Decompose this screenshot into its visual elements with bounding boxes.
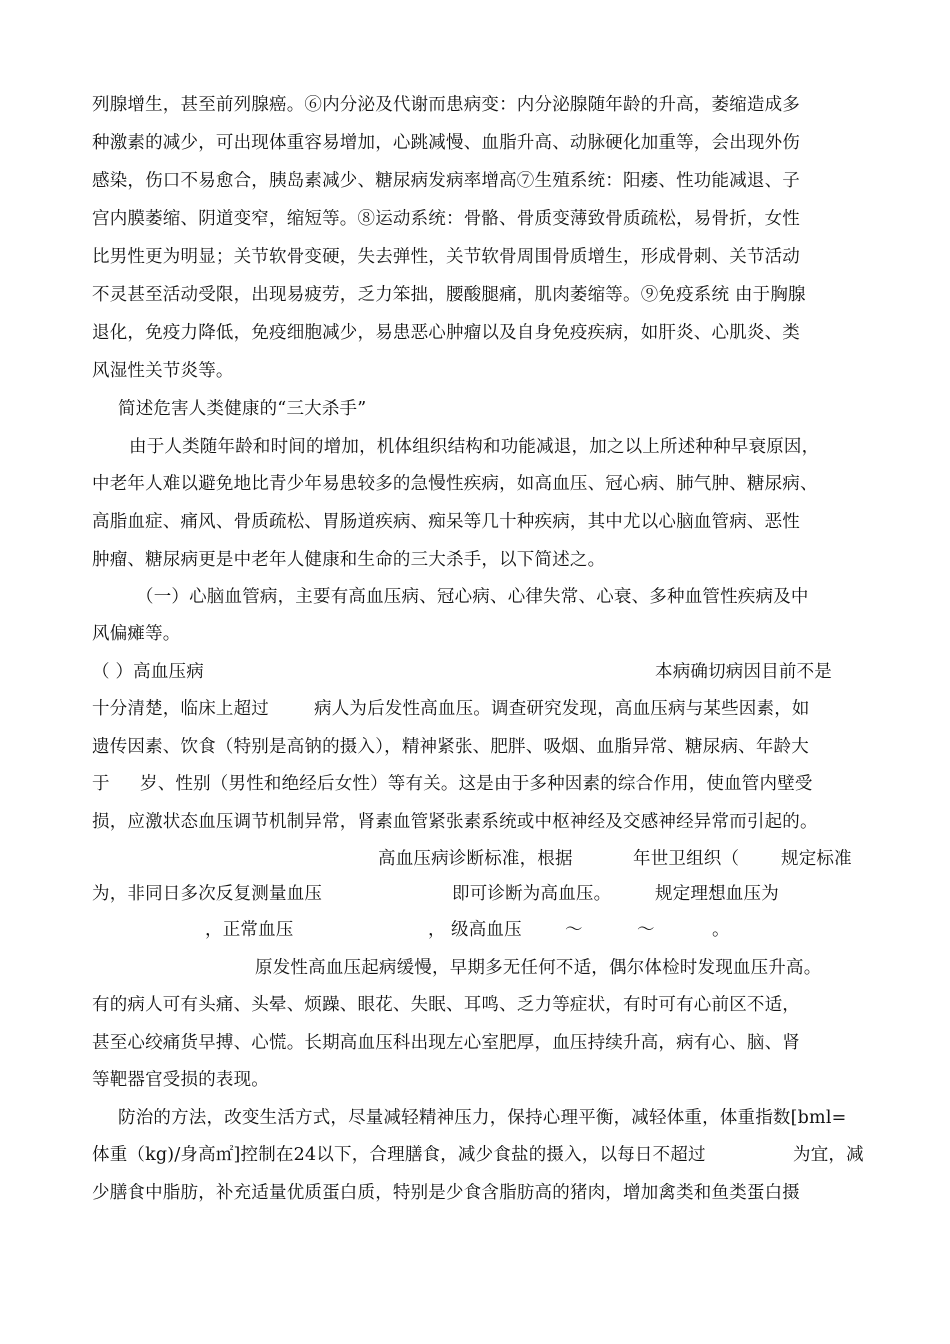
paragraph-fragment: ， [428,920,446,940]
paragraph-line: 高脂血症、痛风、骨质疏松、胃肠道疾病、痴呆等几十种疾病，其中尤以心脑血管病、恶性 [92,512,800,532]
paragraph-fragment: 病人为后发性高血压。调查研究发现，高血压病与某些因素，如 [314,699,810,719]
paragraph-fragment: 高血压病诊断标准，根据 [378,849,573,869]
paragraph-fragment: 本病确切病因目前不是 [655,662,832,682]
paragraph-line: 列腺增生，甚至前列腺癌。⑥内分泌及代谢而患病变：内分泌腺随年龄的升高，萎缩造成多 [92,95,800,115]
subsection-heading: （一）心脑血管病，主要有高血压病、冠心病、心律失常、心衰、多种血管性疾病及中 [136,587,809,607]
paragraph-line: 少膳食中脂肪，补充适量优质蛋白质，特别是少食含脂肪高的猪肉，增加禽类和鱼类蛋白摄 [92,1183,800,1203]
paragraph-line: 风湿性关节炎等。 [92,361,234,381]
tilde-mark: ～ [637,920,655,940]
paragraph-fragment: 十分清楚，临床上超过 [92,699,269,719]
paragraph-line: 退化，免疫力降低，免疫细胞减少，易患恶心肿瘤以及自身免疫疾病，如肝炎、心肌炎、类 [92,323,800,343]
paragraph-line: 中老年人难以避免地比青少年易患较多的急慢性疾病，如高血压、冠心病、肺气肿、糖尿病、 [92,474,818,494]
paragraph-fragment: 规定理想血压为 [655,884,779,904]
paragraph-line: 防治的方法，改变生活方式，尽量减轻精神压力，保持心理平衡，减轻体重，体重指数[bml= [118,1108,847,1128]
paragraph-line: 损，应激状态血压调节机制异常，肾素血管紧张素系统或中枢神经及交感神经异常而引起的。 [92,812,818,832]
paragraph-fragment: 体重（kg)/身高㎡]控制在24以下，合理膳食，减少食盐的摄入，以每日不超过 [92,1145,706,1165]
paragraph-line: 肿瘤、糖尿病更是中老年人健康和生命的三大杀手，以下简述之。 [92,550,606,570]
paragraph-fragment: 即可诊断为高血压。 [452,884,612,904]
paragraph-line: 甚至心绞痛货早搏、心慌。长期高血压科出现左心室肥厚，血压持续升高，病有心、脑、肾 [92,1033,800,1053]
paragraph-fragment: 为宜，减 [793,1145,864,1165]
paragraph-fragment: 于 [92,774,110,794]
htn-heading: （ ）高血压病 [92,662,204,682]
paragraph-line: 不灵甚至活动受限，出现易疲劳，乏力笨拙，腰酸腿痛，肌肉萎缩等。⑨免疫系统 由于胸腺 [92,285,806,305]
paragraph-fragment: 级高血压 [451,920,522,940]
paragraph-line: 宫内膜萎缩、阴道变窄，缩短等。⑧运动系统：骨骼、骨质变薄致骨质疏松，易骨折，女性 [92,209,800,229]
paragraph-fragment: 岁、性别（男性和绝经后女性）等有关。这是由于多种因素的综合作用，使血管内壁受 [140,774,813,794]
paragraph-fragment: 规定标准 [781,849,852,869]
paragraph-line: 等靶器官受损的表现。 [92,1070,269,1090]
paragraph-fragment: 原发性高血压起病缓慢，早期多无任何不适，偶尔体检时发现血压升高。 [255,958,822,978]
section-heading: 简述危害人类健康的“三大杀手” [118,399,367,419]
paragraph-line: 风偏瘫等。 [92,624,181,644]
paragraph-line: 有的病人可有头痛、头晕、烦躁、眼花、失眠、耳鸣、乏力等症状，有时可有心前区不适， [92,995,800,1015]
paragraph-fragment: ，正常血压 [205,920,294,940]
paragraph-line: 遗传因素、饮食（特别是高钠的摄入），精神紧张、肥胖、吸烟、血脂异常、糖尿病、年龄大 [92,737,809,757]
paragraph-fragment: 年世卫组织（ [633,849,740,869]
tilde-mark: ～ [565,920,583,940]
paragraph-line: 种激素的减少，可出现体重容易增加，心跳减慢、血脂升高、动脉硬化加重等，会出现外伤 [92,133,800,153]
paragraph-fragment: 。 [712,920,730,940]
paragraph-line: 比男性更为明显；关节软骨变硬，失去弹性，关节软骨周围骨质增生，形成骨刺、关节活动 [92,247,800,267]
paragraph-fragment: 为，非同日多次反复测量血压 [92,884,323,904]
paragraph-line: 由于人类随年龄和时间的增加，机体组织结构和功能减退，加之以上所述种种早衰原因， [129,437,820,457]
paragraph-line: 感染，伤口不易愈合，胰岛素减少、糖尿病发病率增高⑦生殖系统：阳痿、性功能减退、子 [92,171,800,191]
